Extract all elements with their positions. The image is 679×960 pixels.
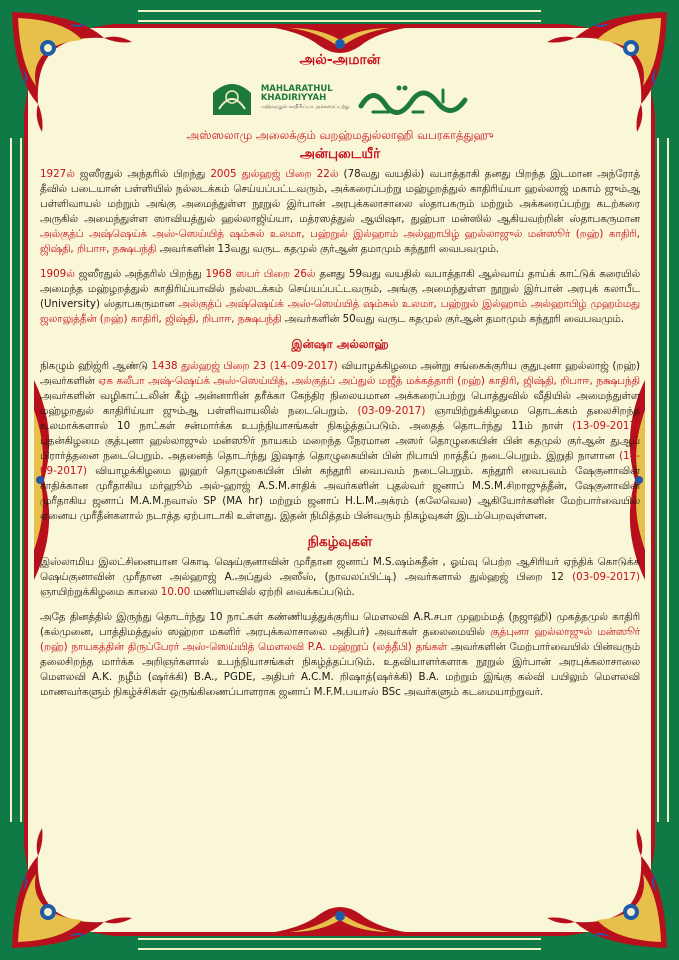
text-segment: ஜஸீரதுல் அந்தரில் பிறந்து bbox=[74, 168, 211, 180]
text-segment: ஞாயிற்றுக்கிழமை காலை bbox=[40, 586, 161, 598]
supervisor-name: குத்புனா ஹல்லாஜுல் மன்ஸூர் (றஹ்) நாயகத்தின் திருப்பேரர் அஸ்-ஸெய்யித் மௌலவி P.A. மஹ்றூப் (லத்தீபி) தங்கள் bbox=[40, 626, 640, 653]
text-segment: நிகழும் ஹிஜ்ரி ஆண்டு bbox=[40, 360, 152, 372]
event-time: 10.00 bbox=[160, 586, 191, 598]
greeting: அஸ்ஸலாமு அலைக்கும் வறஹ்மதுல்லாஹி வபரகாத்துஹு bbox=[186, 128, 494, 142]
logo-emblem-icon bbox=[207, 79, 257, 117]
text-segment: ஜஸீரதுல் அந்தரில் பிறந்து bbox=[74, 268, 206, 280]
event-date: (03-09-2017) bbox=[572, 571, 640, 583]
salutation: அன்புடையீர் bbox=[299, 146, 381, 162]
event-date: 1438 துல்ஹஜ் பிறை 23 (14-09-2017) bbox=[151, 360, 338, 372]
sheikh-name: ஏக கலீபா அஷ்-ஷெய்க் அஸ்-ஸெய்யித், அல்குத்ப் அப்துல் மஜீத் மக்கத்தாரி (றஹ்) காதிரி, ஜிஷ்தி, றிபாஈ, நக்ஷபந்தி bbox=[98, 375, 640, 387]
logo-row bbox=[40, 76, 640, 120]
text-segment: அவர்களின் 50வது வருட கதமுல் குர்ஆன் தமாமும் கந்தூரி வைபவமும். bbox=[281, 313, 625, 325]
paragraph-flag-hoisting bbox=[40, 555, 640, 600]
arabic-calligraphy-icon bbox=[353, 78, 473, 118]
saint-name: அல்குத்ப் அஷ்ஷெய்க் அஸ்-ஸெய்யித் ஷம்சுல் உலமா, பஹ்றுல் இல்ஹாம் அல்ஹாபிழ் முஹம்மது ஜலாலுத்தீன் (றஹ்) காதிரி, ஜிஷ்தி, றிபாஈ, நக்ஷபந்தி bbox=[40, 298, 640, 325]
logo-name-line1: MAHLARATHUL bbox=[260, 83, 333, 94]
text-segment: அதே தினத்தில் இருந்து தொடர்ந்து 10 நாட்கள் கண்ணியத்துக்குரிய மௌலவி A.R.சபா முஹம்மத் (நஜாஹி) முகத்தமுல் காதிரி (கல்முனை, பாத்திமத்துஸ் ஸஹ்றா மகளிர் அரபுக்கலாசாலை அதிபர்) அவர்கள் தலைமையில் bbox=[40, 611, 640, 638]
paragraph-second-founder bbox=[40, 267, 640, 327]
insha-allah-heading: இன்ஷா அல்லாஹ் bbox=[291, 337, 389, 351]
paragraph-lectures bbox=[40, 610, 640, 700]
text-segment: அவர்களின் 13வது வருட கதமுல் குர்ஆன் தமாமும் கந்தூரி வைபவமும். bbox=[156, 243, 500, 255]
text-segment: (78வது வயதில்) வபாத்தாகி தனது பிறந்த இடமான அந்ரோத் தீவில் படையான் பள்ளியில் நல்லடக்கம் செய்யப்பட்டவரும், அக்கரைப்பற்று மஹ்ழறத்துல் காதிரிய்யா ஹல்லாஜ் மகாம் ஜும்ஆ பள்ளிவாயல் மற்றும் அங்கு அமைந்துள்ள நூறுல் இர்பான் அரபுக்கலாசாலை ஸ்தாபகரும் மற்றும் அக்கரைப்பற்று கடற்கரை அருகில் அமைந்துள்ள ஸாவியத்துல் ஹல்லாஜிய்யா, மத்ரஸத்துல் ஆயிஷா, துஹ்பா மன்ஸில் ஆகியவற்றின் ஸ்தாபகருமான bbox=[40, 168, 640, 225]
birth-year: 1927ல் bbox=[40, 168, 75, 180]
text-segment: மணியளவில் ஏற்றி வைக்கப்படும். bbox=[190, 586, 355, 598]
text-segment: இஸ்லாமிய இலட்சினையான கொடி ஷெய்குனாவின் முரீதான ஜனாப் M.S.ஷம்சுதீன் , ஓய்வு பெற்ற ஆசிரியர் ஏந்திக் கொடுக்க ஷெய்குனாவின் முரீதான அல்ஹாஜ் A.அப்துல் அஸீஸ், (நாவலப்பிட்டி) அவர்களால் துல்ஹஜ் பிறை 12 bbox=[40, 556, 640, 583]
events-heading: நிகழ்வுகள் bbox=[307, 534, 373, 550]
event-date: (03-09-2017) bbox=[357, 405, 426, 417]
logo bbox=[207, 79, 349, 117]
logo-subtitle: மஹ்லறதுல் காதிரிய்யா அக்கரைப்பற்று bbox=[260, 103, 350, 110]
document-content bbox=[40, 44, 640, 924]
birth-year: 1909ல் bbox=[40, 268, 75, 280]
death-date: 1968 ஸபர் பிறை 26ல் bbox=[205, 268, 316, 280]
text-segment: வியாழக்கிழமை லுஹர் தொழுகையின் பின் கந்தூரி வைபவம் நடைபெறும். கந்தூரி வைபவம் ஷேகுனாவின் சாதிக்கான முரீதாகிய மர்ஹூம் அல்-ஹாஜ் A.S.M.சாதிக் அவர்களின் புதல்வர் ஜனாப் M.S.M.சிறாஜுத்தீன், ஷேகுனாவின் முரீதாகிய ஜனாப் M.A.M.நவாஸ் SP (MA hr) மற்றும் ஜனாப் H.L.M.அக்ரம் (கலேவெல) ஆகியோர்களின் மேற்பார்வையில் ஏனைய முரீதீன்களால் நடாத்த ஏற்பாடாகி உள்ளது. இதன் நிமித்தம் பின்வரும் நிகழ்வுகள் இடம்பெறவுள்ளன. bbox=[40, 465, 640, 522]
publication-title: அல்-அமான் bbox=[299, 52, 381, 68]
logo-name-line2: KHADIRIYYAH bbox=[260, 92, 327, 103]
event-date: (13-09-2017) bbox=[572, 420, 640, 432]
text-segment: புதன்கிழமை குத்புனா ஹல்லாஜுல் மன்ஸூர் நாயகம் மறைந்த நேரமான அஸர் தொழுகையின் பின் கதமுல் குர்ஆன் துஆப் பிரார்த்தனை நடைபெறும். அதனைத் தொடர்ந்து இஷாத் தொழுகையின் பின் றிபாயி றாத்தீப் நடைபெறும். இறுதி நாளான bbox=[40, 435, 640, 462]
saint-name: அல்குத்ப் அஷ்ஷெய்க் அஸ்-ஸெய்யித் ஷம்சுல் உலமா, பஹ்றுல் இல்ஹாம் அல்ஹாபிழ் ஹல்லாஜுல் மன்ஸூர் (றஹ்) காதிரி, ஜிஷ்தி, றிபாஈ, நக்ஷபந்தி bbox=[40, 228, 640, 255]
event-date: (14-09-2017) bbox=[40, 450, 640, 477]
death-date: 2005 துல்ஹஜ் பிறை 22ல் bbox=[210, 168, 339, 180]
paragraph-first-founder bbox=[40, 167, 640, 257]
paragraph-schedule bbox=[40, 359, 640, 524]
logo-text bbox=[261, 85, 349, 112]
text-segment: அவர்களின் வழிகாட்டலின் கீழ் அன்னாரின் தரீக்கா கேந்திர நிலையமான அக்கரைப்பற்று பொத்துவில் வீதியில் அமைந்துள்ள மஹ்ழறதுல் காதிரிய்யா ஜும்ஆ பள்ளிவாயலில் நடைபெறும். bbox=[40, 390, 640, 417]
text-segment: ஞாயிற்றுக்கிழமை தொடக்கம் தலைசிறந்த உலமாக்களால் 10 நாட்கள் சன்மார்க்க உபந்நியாசங்கள் நிகழ்த்தப்படும். அதைத் தொடர்ந்து 11ம் நாள் bbox=[40, 405, 640, 432]
text-segment: தனது 59வது வயதில் வபாத்தாகி ஆல்வாய் தாய்க் காட்டுக் கரையில் அமைந்த மஹ்ழறத்துல் காதிரிய்யாவில் நல்லடக்கம் செய்யப்பட்டவரும், அங்கு அமைந்துள்ள நூறுல் இர்பான் அரபுக் கலாபீட (University) ஸ்தாபகருமான bbox=[40, 268, 640, 310]
text-segment: அவர்களின் மேற்பார்வையில் பின்வரும் தலைசிறந்த மார்க்க அறிஞர்களால் உபந்நியாசங்கள் நிகழ்த்தப்படும். உதவியாளர்களாக நூறுல் இர்பான் அரபுக்கலாசாலை மௌலவி A.K. நழீம் (ஷர்க்கி) B.A., PGDE, அதிபர் A.C.M. றிஷாத்(ஷர்க்கி) B.A. மற்றும் இங்கு கல்வி பயிலும் மௌலவி மாணவர்களும் நிகழ்ச்சிகள் ஒருங்கிணைப்பாளராக ஜனாப் M.F.M.பயாஸ் BSc அவர்களும் கடமையாற்றுவர். bbox=[40, 641, 640, 698]
text-segment: வியாழக்கிழமை அன்று சங்கைக்குரிய குதுபுனா ஹல்லாஜ் (றஹ்) அவர்களின் bbox=[40, 360, 640, 387]
